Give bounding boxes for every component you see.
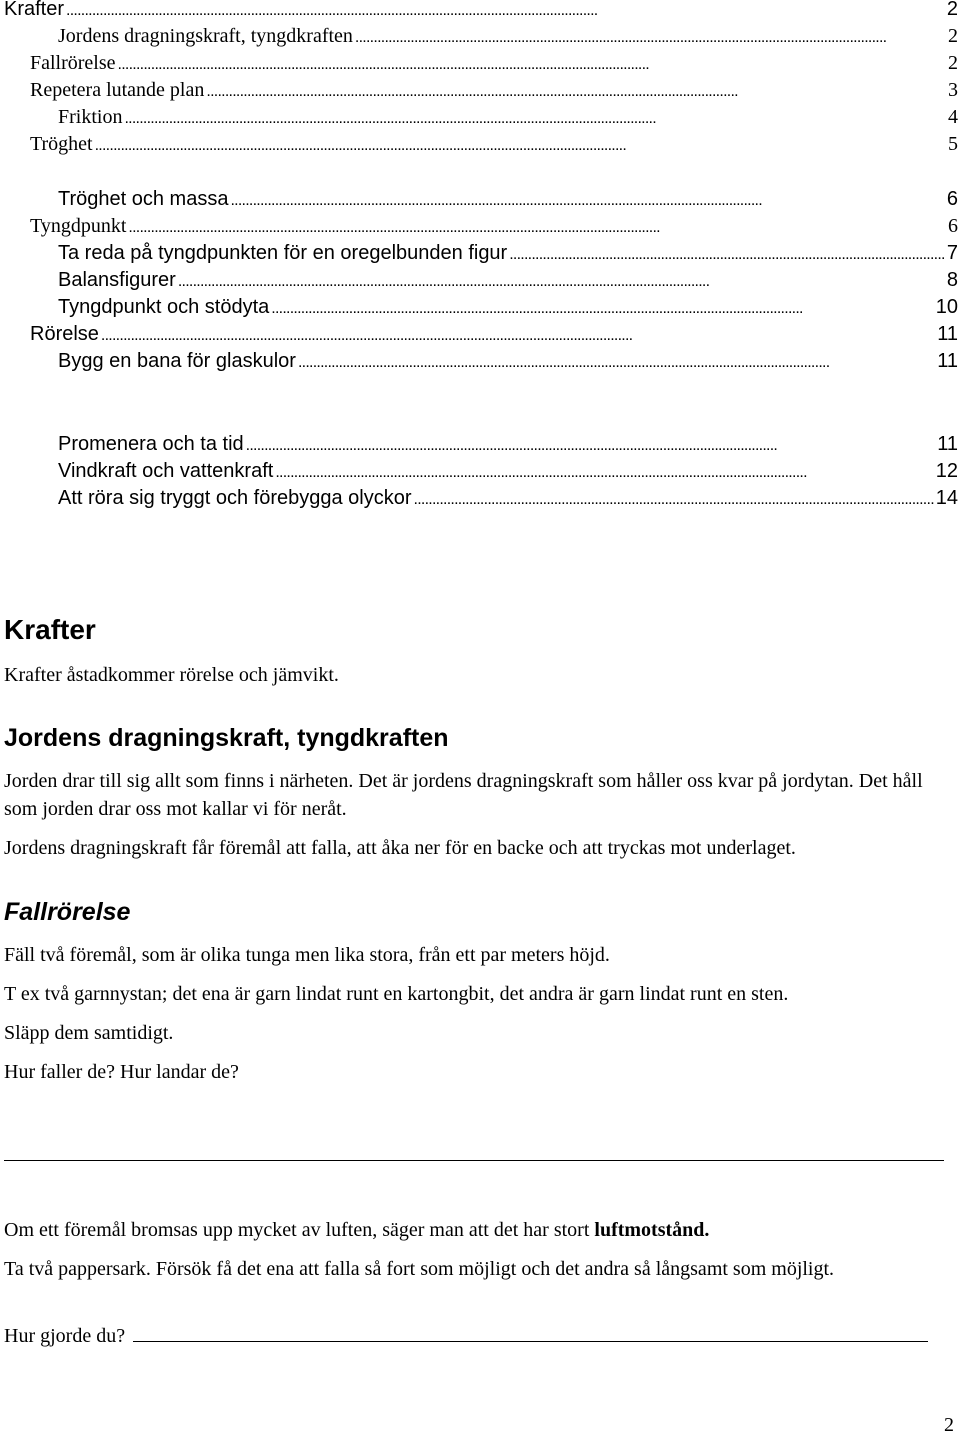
toc-entry-page: 2 xyxy=(946,0,958,20)
toc-entry-title: Promenera och ta tid xyxy=(58,433,244,455)
toc-entry-page: 7 xyxy=(946,242,958,264)
toc-entry-fallrorelse[interactable] xyxy=(30,50,958,77)
toc-entry-title: Rörelse xyxy=(30,323,99,345)
page-number: 2 xyxy=(944,1414,954,1436)
toc-entry-title: Fallrörelse xyxy=(30,52,116,74)
toc-entry-title: Friktion xyxy=(58,106,123,128)
toc-leader-dots xyxy=(95,132,946,159)
toc-entry-page: 5 xyxy=(948,133,958,155)
toc-entry-title: Tröghet xyxy=(30,133,93,155)
pappersark-paragraph: Ta två pappersark. Försök få det ena att falla så fort som möjligt och det andra så långsamt som möjligt. xyxy=(4,1258,835,1280)
toc-entry-promenera[interactable] xyxy=(58,431,958,458)
toc-entry-title: Tröghet och massa xyxy=(58,188,229,210)
toc-entry-page: 6 xyxy=(948,215,958,237)
toc-leader-dots xyxy=(275,459,933,486)
toc-entry-title: Tyngdpunkt xyxy=(30,215,127,237)
toc-entry-oregelbunden-figur[interactable] xyxy=(58,240,958,267)
toc-entry-page: 14 xyxy=(935,487,958,509)
luftmotstand-term: luftmotstånd. xyxy=(594,1219,710,1241)
toc-entry-page: 11 xyxy=(937,323,958,345)
toc-entry-title: Balansfigurer xyxy=(58,269,176,291)
hur-gjorde-du-label: Hur gjorde du? xyxy=(4,1325,126,1347)
toc-entry-title: Vindkraft och vattenkraft xyxy=(58,460,274,482)
jordens-paragraph-2: Jordens dragningskraft får föremål att falla, att åka ner för en backe och att tryckas mot underlaget. xyxy=(4,837,796,859)
hur-gjorde-du-row xyxy=(4,1321,949,1350)
fall-paragraph-2: T ex två garnnystan; det ena är garn lindat runt en kartongbit, det andra är garn lindat runt en sten. xyxy=(4,983,789,1005)
toc-entry-title: Krafter xyxy=(4,0,65,20)
luftmotstand-paragraph xyxy=(4,1216,949,1244)
heading-jordens-dragningskraft: Jordens dragningskraft, tyngdkraften xyxy=(4,724,449,752)
toc-entry-page: 12 xyxy=(935,460,958,482)
toc-leader-dots xyxy=(118,51,946,78)
toc-leader-dots xyxy=(128,214,946,241)
answer-line-full[interactable] xyxy=(4,1160,944,1161)
toc-leader-dots xyxy=(124,105,946,132)
toc-entry-troghet-massa[interactable] xyxy=(58,186,958,213)
heading-krafter: Krafter xyxy=(4,614,96,645)
toc-leader-dots xyxy=(271,295,934,322)
heading-fallrorelse: Fallrörelse xyxy=(4,898,131,926)
toc-leader-dots xyxy=(355,24,946,51)
toc-entry-page: 11 xyxy=(937,433,958,455)
toc-entry-krafter[interactable] xyxy=(4,0,958,23)
toc-leader-dots xyxy=(66,0,945,24)
toc-leader-dots xyxy=(509,241,945,268)
fall-paragraph-1: Fäll två föremål, som är olika tunga men lika stora, från ett par meters höjd. xyxy=(4,944,610,966)
toc-entry-troghet[interactable] xyxy=(30,131,958,158)
toc-leader-dots xyxy=(298,349,935,376)
jordens-paragraph-1: Jorden drar till sig allt som finns i närheten. Det är jordens dragningskraft som håller oss kvar på jordytan. Det håll som jorden drar oss mot kallar vi för neråt. xyxy=(4,770,923,820)
toc-entry-page: 6 xyxy=(946,188,958,210)
toc-entry-jordens[interactable] xyxy=(58,23,958,50)
toc-leader-dots xyxy=(246,432,936,459)
toc-entry-friktion[interactable] xyxy=(58,104,958,131)
toc-entry-vindkraft[interactable] xyxy=(58,458,958,485)
toc-entry-title: Jordens dragningskraft, tyngdkraften xyxy=(58,25,353,47)
toc-entry-title: Tyngdpunkt och stödyta xyxy=(58,296,270,318)
toc-entry-olyckor[interactable] xyxy=(58,485,958,512)
luftmotstand-text: Om ett föremål bromsas upp mycket av luften, säger man att det har stort xyxy=(4,1219,595,1241)
toc-entry-page: 2 xyxy=(948,25,958,47)
toc-entry-page: 4 xyxy=(948,106,958,128)
toc-entry-stodyta[interactable] xyxy=(58,294,958,321)
toc-entry-glaskulor[interactable] xyxy=(58,348,958,375)
answer-line[interactable] xyxy=(133,1321,928,1342)
toc-entry-rorelse[interactable] xyxy=(30,321,958,348)
toc-entry-page: 3 xyxy=(948,79,958,101)
toc-entry-title: Bygg en bana för glaskulor xyxy=(58,350,296,372)
toc-leader-dots xyxy=(414,486,934,513)
toc-leader-dots xyxy=(206,78,946,105)
toc-entry-page: 8 xyxy=(946,269,958,291)
toc-entry-page: 10 xyxy=(935,296,958,318)
toc-entry-lutande-plan[interactable] xyxy=(30,77,958,104)
toc-entry-title: Att röra sig tryggt och förebygga olyckor xyxy=(58,487,412,509)
toc-entry-title: Ta reda på tyngdpunkten för en oregelbunden figur xyxy=(58,242,508,264)
toc-leader-dots xyxy=(178,268,945,295)
fall-paragraph-3: Släpp dem samtidigt. xyxy=(4,1022,174,1044)
toc-leader-dots xyxy=(101,322,935,349)
toc-entry-balansfigurer[interactable] xyxy=(58,267,958,294)
toc-entry-page: 11 xyxy=(937,350,958,372)
toc-entry-title: Repetera lutande plan xyxy=(30,79,205,101)
toc-entry-tyngdpunkt[interactable] xyxy=(30,213,958,240)
toc-leader-dots xyxy=(230,187,944,214)
krafter-intro: Krafter åstadkommer rörelse och jämvikt. xyxy=(4,664,339,686)
fall-question: Hur faller de? Hur landar de? xyxy=(4,1061,239,1083)
toc-entry-page: 2 xyxy=(948,52,958,74)
